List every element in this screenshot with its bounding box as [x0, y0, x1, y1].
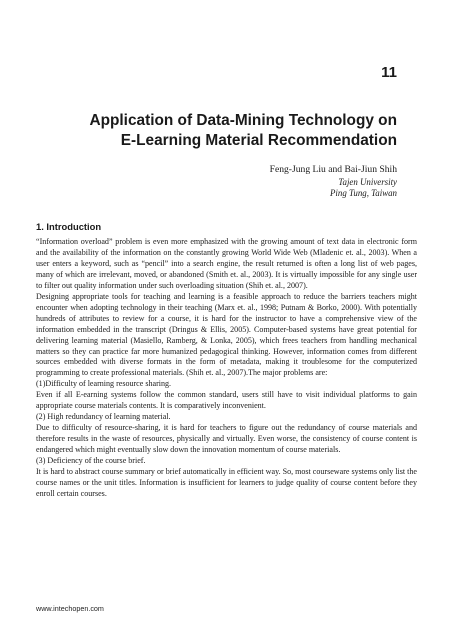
affiliation-location: Ping Tung, Taiwan: [330, 188, 397, 198]
affiliation-university: Tajen University: [338, 176, 397, 187]
problem-2-text: Due to difficulty of resource-sharing, it is hard for teachers to figure out the redundancy of course materials and therefore results in the waste of resources, physically and virtually. Even worse, the consistency of course content is endangered which might eventually slow down the innovation momentum of course materials.: [36, 423, 417, 455]
chapter-title-line-1: Application of Data-Mining Technology on: [89, 112, 397, 129]
body-text: [36, 237, 417, 500]
author-block: [270, 164, 397, 200]
footer-url: www.intechopen.com: [36, 604, 104, 613]
problem-1-heading: (1)Difficulty of learning resource sharing.: [36, 379, 172, 389]
problem-3-heading: (3) Deficiency of the course brief.: [36, 456, 146, 466]
author-names: Feng-Jung Liu and Bai-Jiun Shih: [269, 164, 397, 175]
problem-2-heading: (2) High redundancy of learning material.: [36, 412, 171, 422]
paragraph-information-overload: “Information overload” problem is even more emphasized with the growing amount of text data in electronic form and the availability of the information on the constantly growing World Wide Web (Mladenic et. al., 2003). When a user enters a keyword, such as “pencil” into a search engine, the result returned is often a long list of web pages, many of which are irrelevant, moved, or abandoned (Smith et. al., 2003). It is virtually impossible for any single user to filter out quality information under such overloading situation (Shih et. al., 2007).: [36, 237, 417, 290]
problem-1-text: Even if all E-earning systems follow the common standard, users still have to visit individual platforms to gain appropriate course materials contents. It is comparatively inconvenient.: [36, 390, 417, 411]
chapter-title-line-2: E-Learning Material Recommendation: [120, 132, 397, 149]
section-heading: 1. Introduction: [36, 221, 102, 232]
chapter-number: 11: [381, 64, 397, 81]
paragraph-designing-tools: Designing appropriate tools for teaching and learning is a feasible approach to reduce the barriers teachers might encounter when adopting technology in their teaching (Marx et. al., 1998; Putnam & Borko, 2000). With potentially hundreds of attributes to review for a course, it is hard for the instructor to have a comprehensive view of the information embedded in the transcript (Dringus & Ellis, 2005). Computer-based systems have great potential for delivering learning material (Masiello, Ramberg, & Lonka, 2005), which frees teachers from handling mechanical matters so they can practice far more humanized pedagogical thinking. However, information comes from different sources embedded with diverse formats in the form of metadata, making it troublesome for the computerized programming to create professional materials. (Shih et. al., 2007).The major problems are:: [36, 291, 417, 378]
problem-3-text: It is hard to abstract course summary or brief automatically in efficient way. So, most courseware systems only list the course names or the unit titles. Information is insufficient for learners to judge quality of course content before they enroll certain courses.: [36, 467, 417, 498]
chapter-title: [60, 111, 397, 151]
